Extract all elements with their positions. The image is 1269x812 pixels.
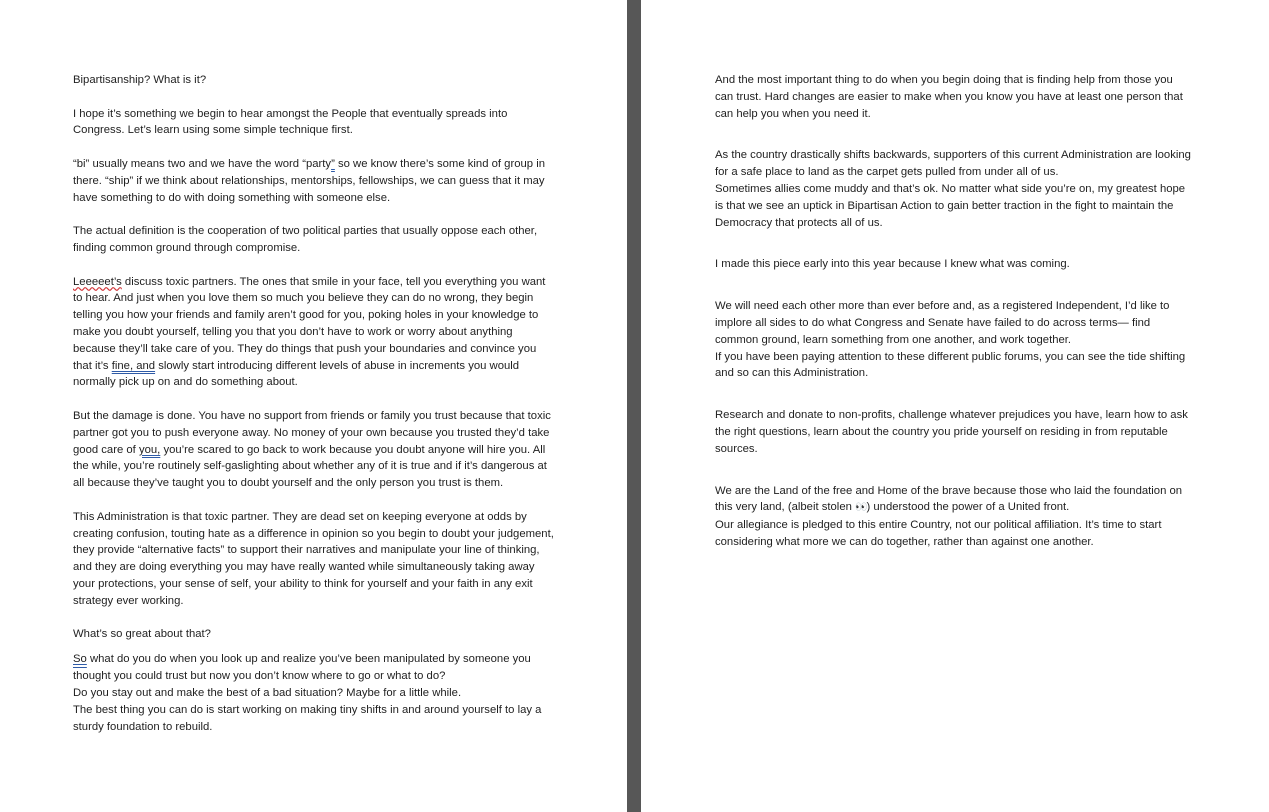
grammar-flag[interactable]: fine, and bbox=[111, 359, 156, 372]
text-run: discuss toxic partners. The ones that smile in your face, tell you everything you want to hear. And just when you love them so much you believe they can do no wrong, they begin telling you how your friends and family aren’t good for you, poking holes in your knowledge to make you doubt yourself, telling you that you don’t have to work or worry about anything because they’ll take care of you. They do things that push your boundaries and convince you that it’s bbox=[73, 275, 546, 372]
paragraph-allies[interactable]: Sometimes allies come muddy and that’s ok. No matter what side you’re on, my greatest hope is that we see an uptick in Bipartisan Action to gain better traction in the fight to maintain the Democracy that protects all of us. bbox=[715, 182, 1186, 229]
paragraph-administration[interactable]: This Administration is that toxic partner. They are dead set on keeping everyone at odds by creating confusion, touting hate as a difference in opinion so you begin to doubt your judgement, they provide “alternative facts” to support their narratives and manipulate your line of thinking, and they are doing everything you may have really wanted while simultaneously taking away your protections, your sense of self, your ability to think for yourself and your faith in any exit strategy ever working. bbox=[73, 510, 554, 607]
right-text-column bbox=[715, 72, 1193, 551]
paragraph-damage-done[interactable] bbox=[73, 408, 557, 492]
text-run: what do you do when you look up and realize you’ve been manipulated by someone you thought you could trust but now you don’t know where to go or what to do? bbox=[73, 653, 531, 683]
text-run: We are the Land of the free and Home of the brave because those who laid the foundation on this very land, (albeit stolen bbox=[715, 484, 1183, 514]
paragraph-bi-definition[interactable] bbox=[73, 156, 557, 206]
text-run: “bi” usually means two and we have the word “party bbox=[73, 157, 332, 170]
text-run: you’re scared to go back to work because you doubt anyone will hire you. All the while, you’re routinely self-gaslighting about whether any of it is true and if it’s dangerous at all because they’ve taught you to doubt yourself and the only person you trust is them. bbox=[73, 443, 547, 490]
grammar-flag[interactable]: ” bbox=[331, 157, 335, 170]
paragraph-land-of-free[interactable] bbox=[715, 483, 1193, 518]
left-text-column bbox=[73, 72, 557, 735]
paragraph-intro[interactable]: I hope it’s something we begin to hear amongst the People that eventually spreads into Congress. Let’s learn using some simple technique first. bbox=[73, 107, 508, 137]
grammar-flag[interactable]: you, bbox=[138, 443, 161, 456]
document-page-right bbox=[641, 0, 1269, 812]
document-page-left bbox=[0, 0, 627, 812]
paragraph-finding-help[interactable]: And the most important thing to do when you begin doing that is finding help from those you can trust. Hard changes are easier to make when you know you have at least one person that can help you when you need it. bbox=[715, 74, 1183, 120]
text-run: slowly start introducing different levels of abuse in increments you would normally pick up on and do something about. bbox=[73, 359, 520, 389]
paragraph-question[interactable]: What’s so great about that? bbox=[73, 628, 211, 641]
spelling-flag[interactable]: Leeeeet’s bbox=[73, 275, 122, 288]
paragraph-made-piece[interactable]: I made this piece early into this year because I knew what was coming. bbox=[715, 258, 1070, 271]
paragraph-country-shifts[interactable]: As the country drastically shifts backwards, supporters of this current Administration are looking for a safe place to land as the carpet gets pulled from under all of us. bbox=[715, 149, 1191, 179]
paragraph-research[interactable]: Research and donate to non-profits, challenge whatever prejudices you have, learn how to ask the right questions, learn about the country you pride yourself on residing in from reputable sources. bbox=[715, 409, 1188, 455]
grammar-flag[interactable]: So bbox=[73, 653, 87, 666]
paragraph-actual-definition[interactable]: The actual definition is the cooperation of two political parties that usually oppose each other, finding common ground through compromise. bbox=[73, 225, 538, 254]
eyes-emoji-icon: 👀 bbox=[855, 502, 867, 514]
paragraph-allegiance[interactable]: Our allegiance is pledged to this entire Country, not our political affiliation. It’s time to start considering what more we can do together, rather than against one another. bbox=[715, 519, 1162, 548]
text-run: ) understood the power of a United front. bbox=[866, 501, 1070, 514]
page-divider bbox=[627, 0, 641, 812]
document-title[interactable]: Bipartisanship? What is it? bbox=[73, 74, 207, 86]
text-run: so we know there’s some kind of group in there. “ship” if we think about relationships, mentorships, fellowships, we can guess that it may have something to do with doing something with someone else. bbox=[73, 157, 545, 204]
paragraph-stay-out[interactable]: Do you stay out and make the best of a bad situation? Maybe for a little while. bbox=[73, 687, 462, 700]
paragraph-what-to-do[interactable] bbox=[73, 651, 557, 685]
paragraph-need-each-other[interactable]: We will need each other more than ever before and, as a registered Independent, I’d like to implore all sides to do what Congress and Senate have failed to do across terms— find common ground, learn something from one another, and work together. bbox=[715, 300, 1170, 346]
paragraph-toxic-partners[interactable] bbox=[73, 274, 557, 392]
paragraph-tide-shifting[interactable]: If you have been paying attention to these different public forums, you can see the tide shifting and so can this Administration. bbox=[715, 350, 1186, 380]
paragraph-best-thing[interactable]: The best thing you can do is start working on making tiny shifts in and around yourself to lay a sturdy foundation to rebuild. bbox=[73, 703, 542, 733]
text-run: But the damage is done. You have no support from friends or family you trust because that toxic partner got you to push everyone away. No money of your own because you trusted they’d take good care of bbox=[73, 409, 551, 456]
